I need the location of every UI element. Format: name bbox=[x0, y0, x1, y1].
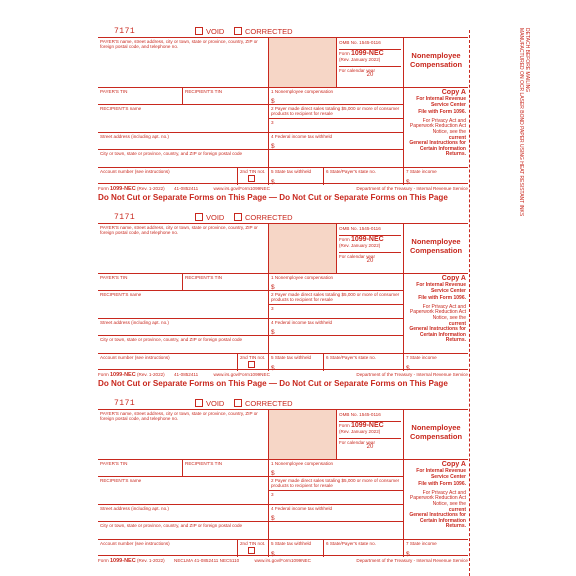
city-field[interactable] bbox=[98, 150, 269, 168]
box5-field[interactable] bbox=[269, 354, 324, 371]
form-grid bbox=[98, 37, 468, 184]
payer-name-label: PAYER'S name, street address, city or town, state or province, country, ZIP or foreign postal code, and telephone no. bbox=[100, 39, 258, 50]
box1-label: 1 Nonemployee compensation bbox=[271, 89, 334, 94]
form-title: Nonemployee Compensation bbox=[409, 51, 463, 69]
omb-number: OMB No. 1545-0116 bbox=[339, 40, 381, 45]
form-id-row bbox=[339, 421, 401, 428]
form-name: 1099-NEC bbox=[351, 50, 384, 58]
box2-field[interactable] bbox=[269, 477, 404, 491]
box6-field[interactable] bbox=[324, 540, 404, 557]
privacy-notice: For Privacy Act and Paperwork Reduction Act Notice, see the bbox=[409, 489, 466, 507]
second-tin-field[interactable] bbox=[238, 168, 269, 185]
account-label: Account number (see instructions) bbox=[100, 541, 170, 546]
form-id-row bbox=[339, 235, 401, 242]
footer-url: www.irs.gov/Form1099NEC bbox=[254, 558, 311, 563]
current-label: current bbox=[448, 506, 466, 513]
general-instructions: General Instructions for Certain Information Returns. bbox=[409, 512, 466, 530]
shaded-box bbox=[269, 410, 337, 460]
box5-dollar: $ bbox=[271, 550, 275, 557]
street-label: Street address (including apt. no.) bbox=[100, 506, 169, 511]
footer-department: Department of the Treasury - Internal Revenue Service bbox=[356, 372, 468, 377]
void-label: VOID bbox=[206, 27, 225, 36]
account-field[interactable] bbox=[98, 540, 238, 557]
payer-tin-field[interactable] bbox=[98, 460, 183, 477]
payer-tin-label: PAYER'S TIN bbox=[100, 461, 128, 466]
box5-label: 5 State tax withheld bbox=[271, 355, 312, 360]
box5-dollar: $ bbox=[271, 364, 275, 371]
street-label: Street address (including apt. no.) bbox=[100, 320, 169, 325]
second-tin-checkbox[interactable] bbox=[248, 361, 255, 368]
revision-label: (Rev. January 2022) bbox=[339, 57, 381, 63]
box1-field[interactable] bbox=[269, 460, 404, 477]
recipient-name-label: RECIPIENT'S name bbox=[100, 478, 142, 483]
revision-label: (Rev. January 2022) bbox=[339, 429, 381, 435]
general-instructions: General Instructions for Certain Information Returns. bbox=[409, 326, 466, 344]
form-grid bbox=[98, 223, 468, 370]
box4-dollar: $ bbox=[271, 328, 275, 336]
box6-label: 6 State/Payer's state no. bbox=[326, 355, 376, 360]
void-checkbox[interactable] bbox=[195, 27, 203, 35]
form-code: 7171 bbox=[114, 213, 136, 222]
copy-for: For Internal Revenue Service Center bbox=[416, 468, 466, 480]
footer-cat-no: 41-0852411 bbox=[174, 372, 199, 377]
payer-name-field[interactable] bbox=[98, 410, 269, 460]
recipient-name-field[interactable] bbox=[98, 291, 269, 319]
second-tin-field[interactable] bbox=[238, 540, 269, 557]
city-field[interactable] bbox=[98, 336, 269, 354]
box3-field[interactable] bbox=[269, 491, 404, 505]
blank-field bbox=[269, 336, 404, 354]
form-name: 1099-NEC bbox=[351, 422, 384, 430]
corrected-checkbox[interactable] bbox=[234, 399, 242, 407]
omb-block bbox=[337, 410, 404, 460]
do-not-cut-warning: Do Not Cut or Separate Forms on This Page — Do Not Cut or Separate Forms on This Page bbox=[98, 193, 448, 202]
second-tin-field[interactable] bbox=[238, 354, 269, 371]
box5-field[interactable] bbox=[269, 540, 324, 557]
revision-label: (Rev. January 2022) bbox=[339, 243, 381, 249]
calendar-year: 20 bbox=[366, 257, 374, 264]
box3-field[interactable] bbox=[269, 119, 404, 133]
calendar-year-label: For calendar year bbox=[339, 438, 401, 445]
void-label: VOID bbox=[206, 399, 225, 408]
account-label: Account number (see instructions) bbox=[100, 355, 170, 360]
copy-a-block bbox=[404, 274, 468, 354]
box7-dollar: $ bbox=[406, 550, 410, 557]
box1-label: 1 Nonemployee compensation bbox=[271, 461, 334, 466]
box7-field[interactable] bbox=[404, 540, 468, 557]
calendar-year-label: For calendar year bbox=[339, 252, 401, 259]
second-tin-checkbox[interactable] bbox=[248, 547, 255, 554]
recipient-tin-label: RECIPIENT'S TIN bbox=[185, 461, 223, 466]
city-label: City or town, state or province, country, and ZIP or foreign postal code bbox=[100, 151, 243, 156]
box6-field[interactable] bbox=[324, 354, 404, 371]
box2-label: 2 Payer made direct sales totaling $5,000 or more of consumer products to recipient for resale bbox=[271, 478, 400, 489]
footer-cat-no: NECLMA 41-0852411 NEC5110 bbox=[174, 558, 240, 563]
box6-label: 6 State/Payer's state no. bbox=[326, 169, 376, 174]
corrected-label: CORRECTED bbox=[245, 213, 293, 222]
recipient-tin-field[interactable] bbox=[183, 88, 269, 105]
payer-tin-label: PAYER'S TIN bbox=[100, 89, 128, 94]
omb-block bbox=[337, 224, 404, 274]
box5-label: 5 State tax withheld bbox=[271, 169, 312, 174]
footer-url: www.irs.gov/Form1099NEC bbox=[213, 186, 270, 191]
form-label: Form bbox=[339, 237, 350, 243]
box4-label: 4 Federal income tax withheld bbox=[271, 320, 333, 325]
calendar-year: 20 bbox=[366, 443, 374, 450]
box7-label: 7 State income bbox=[406, 541, 437, 546]
box4-dollar: $ bbox=[271, 142, 275, 150]
shaded-box bbox=[269, 38, 337, 88]
privacy-notice: For Privacy Act and Paperwork Reduction Act Notice, see the bbox=[409, 117, 466, 135]
calendar-year: 20 bbox=[366, 71, 374, 78]
recipient-name-label: RECIPIENT'S name bbox=[100, 106, 142, 111]
void-checkbox[interactable] bbox=[195, 399, 203, 407]
payer-name-label: PAYER'S name, street address, city or town, state or province, country, ZIP or foreign postal code, and telephone no. bbox=[100, 225, 258, 236]
box4-label: 4 Federal income tax withheld bbox=[271, 506, 333, 511]
second-tin-label: 2nd TIN not. bbox=[240, 169, 266, 174]
box3-label: 3 bbox=[271, 306, 274, 311]
box6-field[interactable] bbox=[324, 168, 404, 185]
form-footer bbox=[98, 186, 468, 192]
box4-field[interactable] bbox=[269, 319, 404, 336]
file-with: File with Form 1096. bbox=[418, 295, 466, 302]
manufactured-label: MANUFACTURED ON OCR LASER BOND PAPER USING HEAT RESISTANT INKS bbox=[518, 28, 524, 217]
box7-label: 7 State income bbox=[406, 169, 437, 174]
form-title: Nonemployee Compensation bbox=[409, 237, 463, 255]
copy-title: Copy A bbox=[441, 461, 466, 468]
footer-revision: (Rev. 1-2022) bbox=[136, 372, 165, 377]
copy-a-block bbox=[404, 88, 468, 168]
box2-field[interactable] bbox=[269, 105, 404, 119]
omb-number: OMB No. 1545-0116 bbox=[339, 412, 381, 417]
form-name: 1099-NEC bbox=[351, 236, 384, 244]
omb-number: OMB No. 1545-0116 bbox=[339, 226, 381, 231]
current-label: current bbox=[448, 134, 466, 141]
box4-dollar: $ bbox=[271, 514, 275, 522]
corrected-checkbox[interactable] bbox=[234, 213, 242, 221]
second-tin-label: 2nd TIN not. bbox=[240, 355, 266, 360]
street-field[interactable] bbox=[98, 133, 269, 150]
box1-dollar: $ bbox=[271, 97, 275, 105]
form-label: Form bbox=[339, 51, 350, 57]
footer-form-name: 1099-NEC bbox=[110, 186, 136, 192]
footer-department: Department of the Treasury - Internal Revenue Service bbox=[356, 558, 468, 563]
box5-dollar: $ bbox=[271, 178, 275, 185]
file-with: File with Form 1096. bbox=[418, 109, 466, 116]
city-label: City or town, state or province, country, and ZIP or foreign postal code bbox=[100, 337, 243, 342]
payer-name-field[interactable] bbox=[98, 224, 269, 274]
box2-label: 2 Payer made direct sales totaling $5,000 or more of consumer products to recipient for resale bbox=[271, 292, 400, 303]
form-id-row bbox=[339, 49, 401, 56]
box3-field[interactable] bbox=[269, 305, 404, 319]
account-field[interactable] bbox=[98, 354, 238, 371]
copy-title: Copy A bbox=[441, 275, 466, 282]
form-footer bbox=[98, 558, 468, 564]
footer-form-label: Form bbox=[98, 372, 109, 377]
box4-field[interactable] bbox=[269, 505, 404, 522]
footer-revision: (Rev. 1-2022) bbox=[136, 558, 165, 563]
title-block bbox=[404, 224, 468, 274]
footer-revision: (Rev. 1-2022) bbox=[136, 186, 165, 191]
recipient-name-field[interactable] bbox=[98, 477, 269, 505]
box2-label: 2 Payer made direct sales totaling $5,000 or more of consumer products to recipient for resale bbox=[271, 106, 400, 117]
box2-field[interactable] bbox=[269, 291, 404, 305]
footer-cat-no: 41-0852411 bbox=[174, 186, 199, 191]
void-label: VOID bbox=[206, 213, 225, 222]
form-title: Nonemployee Compensation bbox=[409, 423, 463, 441]
void-checkbox[interactable] bbox=[195, 213, 203, 221]
side-text bbox=[518, 28, 530, 228]
box7-field[interactable] bbox=[404, 354, 468, 371]
box4-label: 4 Federal income tax withheld bbox=[271, 134, 333, 139]
current-label: current bbox=[448, 320, 466, 327]
form-code: 7171 bbox=[114, 27, 136, 36]
do-not-cut-warning: Do Not Cut or Separate Forms on This Page — Do Not Cut or Separate Forms on This Page bbox=[98, 379, 448, 388]
recipient-tin-label: RECIPIENT'S TIN bbox=[185, 89, 223, 94]
footer-department: Department of the Treasury - Internal Revenue Service bbox=[356, 186, 468, 191]
box1-field[interactable] bbox=[269, 274, 404, 291]
second-tin-label: 2nd TIN not. bbox=[240, 541, 266, 546]
copy-a-block bbox=[404, 460, 468, 540]
box3-label: 3 bbox=[271, 120, 274, 125]
city-label: City or town, state or province, country, and ZIP or foreign postal code bbox=[100, 523, 243, 528]
recipient-tin-label: RECIPIENT'S TIN bbox=[185, 275, 223, 280]
box7-dollar: $ bbox=[406, 178, 410, 185]
box5-field[interactable] bbox=[269, 168, 324, 185]
form-code: 7171 bbox=[114, 399, 136, 408]
city-field[interactable] bbox=[98, 522, 269, 540]
omb-block bbox=[337, 38, 404, 88]
box4-field[interactable] bbox=[269, 133, 404, 150]
account-field[interactable] bbox=[98, 168, 238, 185]
recipient-name-label: RECIPIENT'S name bbox=[100, 292, 142, 297]
box7-label: 7 State income bbox=[406, 355, 437, 360]
calendar-year-label: For calendar year bbox=[339, 66, 401, 73]
form-footer bbox=[98, 372, 468, 378]
recipient-name-field[interactable] bbox=[98, 105, 269, 133]
box7-field[interactable] bbox=[404, 168, 468, 185]
box5-label: 5 State tax withheld bbox=[271, 541, 312, 546]
payer-name-label: PAYER'S name, street address, city or town, state or province, country, ZIP or foreign postal code, and telephone no. bbox=[100, 411, 258, 422]
street-label: Street address (including apt. no.) bbox=[100, 134, 169, 139]
blank-field bbox=[269, 522, 404, 540]
box7-dollar: $ bbox=[406, 364, 410, 371]
detach-perforation-line bbox=[469, 30, 470, 576]
form-grid bbox=[98, 409, 468, 556]
corrected-label: CORRECTED bbox=[245, 399, 293, 408]
payer-tin-field[interactable] bbox=[98, 88, 183, 105]
box1-label: 1 Nonemployee compensation bbox=[271, 275, 334, 280]
box1-field[interactable] bbox=[269, 88, 404, 105]
box1-dollar: $ bbox=[271, 283, 275, 291]
blank-field bbox=[269, 150, 404, 168]
second-tin-checkbox[interactable] bbox=[248, 175, 255, 182]
box6-label: 6 State/Payer's state no. bbox=[326, 541, 376, 546]
footer-url: www.irs.gov/Form1099NEC bbox=[213, 372, 270, 377]
account-label: Account number (see instructions) bbox=[100, 169, 170, 174]
street-field[interactable] bbox=[98, 319, 269, 336]
copy-for: For Internal Revenue Service Center bbox=[416, 96, 466, 108]
corrected-label: CORRECTED bbox=[245, 27, 293, 36]
footer-form-label: Form bbox=[98, 186, 109, 191]
payer-tin-field[interactable] bbox=[98, 274, 183, 291]
copy-for: For Internal Revenue Service Center bbox=[416, 282, 466, 294]
payer-name-field[interactable] bbox=[98, 38, 269, 88]
footer-form-name: 1099-NEC bbox=[110, 558, 136, 564]
form-label: Form bbox=[339, 423, 350, 429]
title-block bbox=[404, 38, 468, 88]
street-field[interactable] bbox=[98, 505, 269, 522]
footer-form-name: 1099-NEC bbox=[110, 372, 136, 378]
corrected-checkbox[interactable] bbox=[234, 27, 242, 35]
payer-tin-label: PAYER'S TIN bbox=[100, 275, 128, 280]
general-instructions: General Instructions for Certain Information Returns. bbox=[409, 140, 466, 158]
recipient-tin-field[interactable] bbox=[183, 460, 269, 477]
box3-label: 3 bbox=[271, 492, 274, 497]
footer-form-label: Form bbox=[98, 558, 109, 563]
shaded-box bbox=[269, 224, 337, 274]
title-block bbox=[404, 410, 468, 460]
copy-title: Copy A bbox=[441, 89, 466, 96]
recipient-tin-field[interactable] bbox=[183, 274, 269, 291]
privacy-notice: For Privacy Act and Paperwork Reduction Act Notice, see the bbox=[409, 303, 466, 321]
box1-dollar: $ bbox=[271, 469, 275, 477]
detach-label: DETACH BEFORE MAILING bbox=[524, 28, 530, 93]
file-with: File with Form 1096. bbox=[418, 481, 466, 488]
